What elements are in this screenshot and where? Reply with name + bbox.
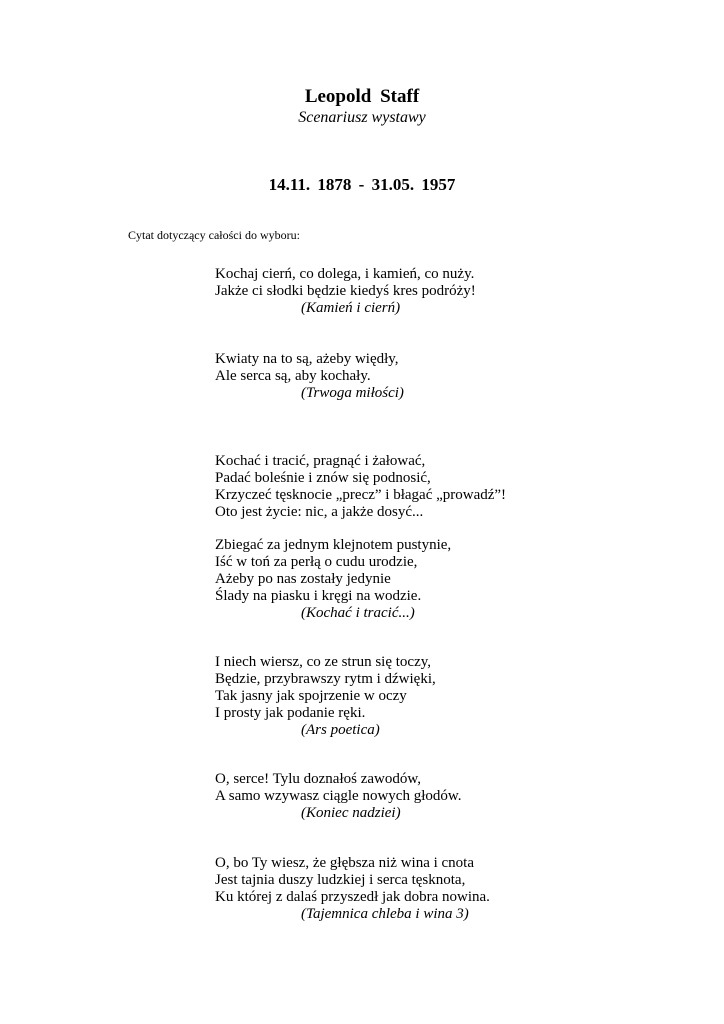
quote-stanza-7: [215, 855, 490, 923]
verse-line: Ku której z dalaś przyszedł jak dobra nowina.: [215, 889, 490, 905]
verse-line: Jakże ci słodki będzie kiedyś kres podróży!: [215, 283, 476, 299]
verse-line: Oto jest życie: nic, a jakże dosyć...: [215, 504, 424, 520]
verse-line: Ale serca są, aby kochały.: [215, 368, 371, 384]
verse-line: Padać boleśnie i znów się podnosić,: [215, 470, 431, 486]
verse-line: O, bo Ty wiesz, że głębsza niż wina i cnota: [215, 855, 475, 871]
quote-source: (Kamień i cierń): [301, 300, 401, 316]
quote-source: (Kochać i tracić...): [301, 605, 415, 621]
verse-line: Jest tajnia duszy ludzkiej i serca tęsknota,: [215, 872, 466, 888]
quote-stanza-1: [215, 266, 476, 317]
verse-line: Iść w toń za perłą o cudu urodzie,: [215, 554, 418, 570]
verse-line: Tak jasny jak spojrzenie w oczy: [215, 688, 407, 704]
verse-line: Kochać i tracić, pragnąć i żałować,: [215, 453, 426, 469]
quote-source: (Trwoga miłości): [301, 385, 404, 401]
life-dates: 14.11. 1878 - 31.05. 1957: [268, 175, 456, 194]
page-title: Leopold Staff: [304, 86, 420, 107]
quote-stanza-6: [215, 771, 461, 822]
verse-line: I prosty jak podanie ręki.: [215, 705, 366, 721]
verse-line: Krzyczeć tęsknocie „precz” i błagać „prowadź”!: [215, 487, 507, 503]
verse-line: Będzie, przybrawszy rytm i dźwięki,: [215, 671, 436, 687]
verse-line: Ażeby po nas zostały jedynie: [215, 571, 391, 587]
quote-stanza-5: [215, 654, 436, 739]
verse-line: Kwiaty na to są, ażeby więdły,: [215, 351, 399, 367]
intro-note: Cytat dotyczący całości do wyboru:: [128, 228, 300, 242]
quote-source: (Ars poetica): [301, 722, 380, 738]
quote-source: (Tajemnica chleba i wina 3): [301, 906, 469, 922]
page-subtitle: Scenariusz wystawy: [298, 109, 426, 126]
quote-stanza-4: [215, 537, 451, 622]
verse-line: I niech wiersz, co ze strun się toczy,: [215, 654, 432, 670]
verse-line: Zbiegać za jednym klejnotem pustynie,: [215, 537, 452, 553]
verse-line: O, serce! Tylu doznałoś zawodów,: [215, 771, 421, 787]
quote-stanza-2: [215, 351, 404, 402]
verse-line: Kochaj cierń, co dolega, i kamień, co nuży.: [215, 266, 475, 282]
quote-stanza-3: [215, 453, 506, 521]
verse-line: A samo wzywasz ciągle nowych głodów.: [215, 788, 462, 804]
quote-source: (Koniec nadziei): [301, 805, 401, 821]
verse-line: Ślady na piasku i kręgi na wodzie.: [215, 588, 422, 604]
